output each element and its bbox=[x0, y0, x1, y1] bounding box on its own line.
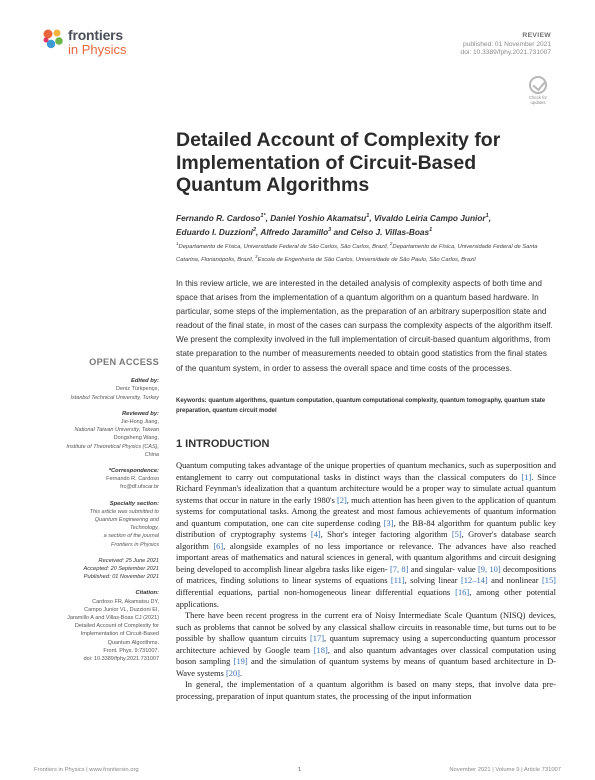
specialty-heading: Specialty section: bbox=[109, 500, 159, 507]
editor-affiliation: Istanbul Technical University, Turkey bbox=[70, 394, 159, 401]
citation-link[interactable]: [3] bbox=[383, 517, 394, 528]
affil-sup: 3 bbox=[254, 254, 258, 260]
journal-logo bbox=[42, 24, 152, 58]
author-name[interactable]: Alfredo Jaramillo bbox=[260, 227, 329, 238]
reviewer-affiliation: Institute of Theoretical Physics (CAS), bbox=[66, 443, 159, 450]
reviewed-by-heading: Reviewed by: bbox=[121, 410, 159, 417]
author-name[interactable]: Eduardo I. Duzzioni bbox=[176, 227, 253, 238]
author-sup: 3 bbox=[328, 227, 332, 234]
citation-heading: Citation: bbox=[135, 590, 159, 597]
paragraph: In general, the implementation of a quantum algorithm is based on many steps, that involve data pre-processing, preparation of input quantum states, the processing of the input information bbox=[176, 679, 556, 701]
citation-text: Quantum Algorithms. bbox=[107, 639, 159, 646]
specialty-text: This article was submitted to bbox=[89, 508, 159, 515]
citation-link[interactable]: [11] bbox=[390, 575, 405, 586]
author-name[interactable]: Fernando R. Cardoso bbox=[176, 212, 261, 223]
article-title: Detailed Account of Complexity for Implementation of Circuit-Based Quantum Algorithms bbox=[176, 129, 501, 196]
citation-link[interactable]: [18] bbox=[313, 644, 328, 655]
corresponding-author: Fernando R. Cardoso bbox=[106, 476, 159, 483]
check-for-updates-button[interactable] bbox=[526, 76, 550, 104]
editor-name[interactable]: Deniz Türkpençe, bbox=[115, 386, 159, 393]
citation-link[interactable]: [16] bbox=[455, 587, 470, 598]
check-updates-label: Check for updates bbox=[529, 95, 547, 105]
citation-link[interactable]: [2] bbox=[336, 494, 347, 505]
reviewer-name[interactable]: Dongsheng Wang, bbox=[113, 435, 159, 442]
frontiers-logo-icon bbox=[42, 28, 64, 50]
author-sup: 1 bbox=[429, 227, 433, 234]
citation-text: Implementation of Circuit-Based bbox=[80, 631, 159, 638]
specialty-text: Quantum Engineering and bbox=[94, 517, 159, 524]
affiliation: Departamento de Física, Universidade Federal de Santa Catarina, Florianópolis, Brazil, bbox=[176, 243, 538, 264]
citation-link[interactable]: [7, 8] bbox=[389, 563, 409, 574]
affiliation: Departamento de Física, Universidade Federal de São Carlos, São Carlos, Brazil, bbox=[178, 243, 389, 250]
citation-link[interactable]: [20] bbox=[225, 667, 240, 678]
abstract: In this review article, we are interested in the detailed analysis of complexity aspects of both time and space that arises from the implementation of a quantum algorithm on a quantum based hardware. In particular, some steps of the implementation, as the preparation of an arbitrary superposition state and readout of the final state, in most of the cases can surpass the complexity aspects of the algorithm itself. We present the complexity involved in the full implementation of circuit-based quantum algorithms, from state preparation to the number of measurements needed to obtain good statistics from the final states of the quantum system, in order to assess the overall space and time costs of the processes. bbox=[176, 279, 553, 373]
affiliation: Escola de Engenharia de São Carlos, Universidade de São Paulo, São Carlos, Brazil bbox=[257, 257, 476, 264]
citation-link[interactable]: [1] bbox=[521, 471, 532, 482]
check-updates-icon bbox=[529, 76, 547, 94]
citation-link[interactable]: [15] bbox=[541, 575, 556, 586]
citation-text: Campo Junior VL, Duzzioni EI, bbox=[84, 606, 159, 613]
published-date-sidebar: Published: 01 November 2021 bbox=[83, 574, 159, 581]
author-sup: 1 bbox=[366, 213, 370, 219]
reviewer-affiliation: China bbox=[144, 451, 159, 458]
journal-name-line2: in Physics bbox=[68, 42, 127, 57]
citation-doi[interactable]: doi: 10.3389/fphy.2021.731007 bbox=[83, 656, 159, 663]
footer-journal-link[interactable]: Frontiers in Physics | www.frontiersin.org bbox=[34, 767, 139, 773]
author-name[interactable]: Daniel Yoshio Akamatsu bbox=[270, 212, 367, 223]
reviewer-affiliation: National Taiwan University, Taiwan bbox=[74, 427, 159, 434]
paragraph: Quantum computing takes advantage of the unique properties of quantum mechanics, such as superposition and entanglement to carry out computational tasks in distinct ways than the classical computers do [1]. Since Richard Feynman's idealization that a quantum architecture would be a proper way to simulate actual quantum systems that occur in nature in the early 1980's [2], much attention has been given to the application of quantum systems for computational tasks. Among the greatest and most famous achievements of quantum information and quantum computation, one can cite superdense coding [3], the BB-84 algorithm for quantum public key distribution of cryptography systems [4], Shor's integer factoring algorithm [5], Grover's database search algorithm [6], alongside examples of no less importance or relevance. The advances have also reached important areas of mathematics and natural sciences in general, with quantum algorithms and circuit designing being developed to accomplish linear algebra tasks like eigen- [7, 8] and singular- value [9, 10] decompositions of matrices, finding solutions to linear systems of equations [11], solving linear [12–14] and nonlinear [15] differential equations, partial non-homogeneous linear differential equations [16], among other potential applications. bbox=[176, 460, 557, 609]
citation-link[interactable]: [5] bbox=[451, 529, 462, 540]
specialty-text: Technology, bbox=[129, 525, 159, 532]
page-number: 1 bbox=[298, 767, 302, 773]
author-sup: 2 bbox=[252, 227, 257, 234]
author-list: Fernando R. Cardoso$^{1*}$, Daniel Yoshio Akamatsu$^1$, Vivaldo Leiria Campo Junior$^1$, Eduardo I. Duzzioni$^2$, Alfredo Jaramillo$^3$ and Celso J. Villas-Boas$^1$ bbox=[176, 212, 492, 238]
correspondence-heading: *Correspondence: bbox=[108, 468, 159, 475]
edited-by-heading: Edited by: bbox=[130, 378, 159, 385]
author-sup: 1* bbox=[260, 213, 266, 219]
accepted-date: Accepted: 20 September 2021 bbox=[83, 566, 159, 573]
author-name[interactable]: Celso J. Villas-Boas bbox=[350, 227, 430, 238]
corresponding-email[interactable]: frc@df.ufscar.br bbox=[120, 484, 159, 491]
keywords: Keywords: quantum algorithms, quantum computation, quantum computational complexity, quantum tomography, quantum state preparation, quantum circuit model bbox=[176, 398, 546, 414]
footer-issue-info: November 2021 | Volume 9 | Article 731007 bbox=[449, 767, 561, 773]
author-sup: 1 bbox=[485, 213, 489, 219]
citation-link[interactable]: [17] bbox=[309, 633, 325, 644]
citation-text: Cardoso FR, Akamatsu DY, bbox=[92, 598, 159, 605]
article-meta bbox=[461, 32, 551, 58]
citation-link[interactable]: [4] bbox=[310, 529, 321, 540]
citation-link[interactable]: [6] bbox=[213, 540, 224, 551]
doi-link[interactable]: doi: 10.3389/fphy.2021.731007 bbox=[460, 49, 551, 57]
specialty-text: a section of the journal bbox=[103, 533, 159, 540]
citation-text: Detailed Account of Complexity for bbox=[74, 623, 159, 630]
body-text bbox=[176, 460, 556, 702]
reviewer-name[interactable]: Jie-Hong Jiang, bbox=[120, 419, 159, 426]
published-date: published: 01 November 2021 bbox=[463, 40, 551, 48]
author-name[interactable]: Vivaldo Leiria Campo Junior bbox=[373, 212, 486, 223]
article-type: REVIEW bbox=[522, 32, 551, 39]
received-date: Received: 25 June 2021 bbox=[98, 557, 159, 564]
journal-name-line1: frontiers bbox=[68, 27, 123, 43]
paragraph: There have been recent progress in the current era of Noisy Intermediate Scale Quantum (NISQ) devices, such as problems that cannot be solved by any classical shallow circuits in reasonable time, but turns out to be possible by shallow quantum circuits [17], quantum supremacy using a superconducting quantum processor architecture achieved by Google team [18], and also quantum advantages over classical computation using boson sampling [19] and the simulation of quantum systems by means of quantum based architecture in D-Wave systems [20]. bbox=[176, 610, 556, 678]
citation-text: Jaramillo A and Villas-Boas CJ (2021) bbox=[67, 615, 159, 622]
citation-link[interactable]: [9, 10] bbox=[478, 563, 501, 574]
citation-text: Front. Phys. 9:731007. bbox=[103, 647, 159, 654]
sidebar bbox=[34, 358, 159, 663]
citation-link[interactable]: [19] bbox=[233, 656, 248, 667]
open-access-label: OPEN ACCESS bbox=[89, 357, 159, 367]
affiliations bbox=[176, 239, 556, 265]
affil-sup: 1 bbox=[176, 241, 179, 246]
specialty-text: Frontiers in Physics bbox=[111, 541, 159, 548]
section-heading: 1 INTRODUCTION bbox=[176, 438, 270, 450]
citation-link[interactable]: [12–14] bbox=[461, 575, 488, 586]
affil-sup: 2 bbox=[389, 241, 393, 246]
